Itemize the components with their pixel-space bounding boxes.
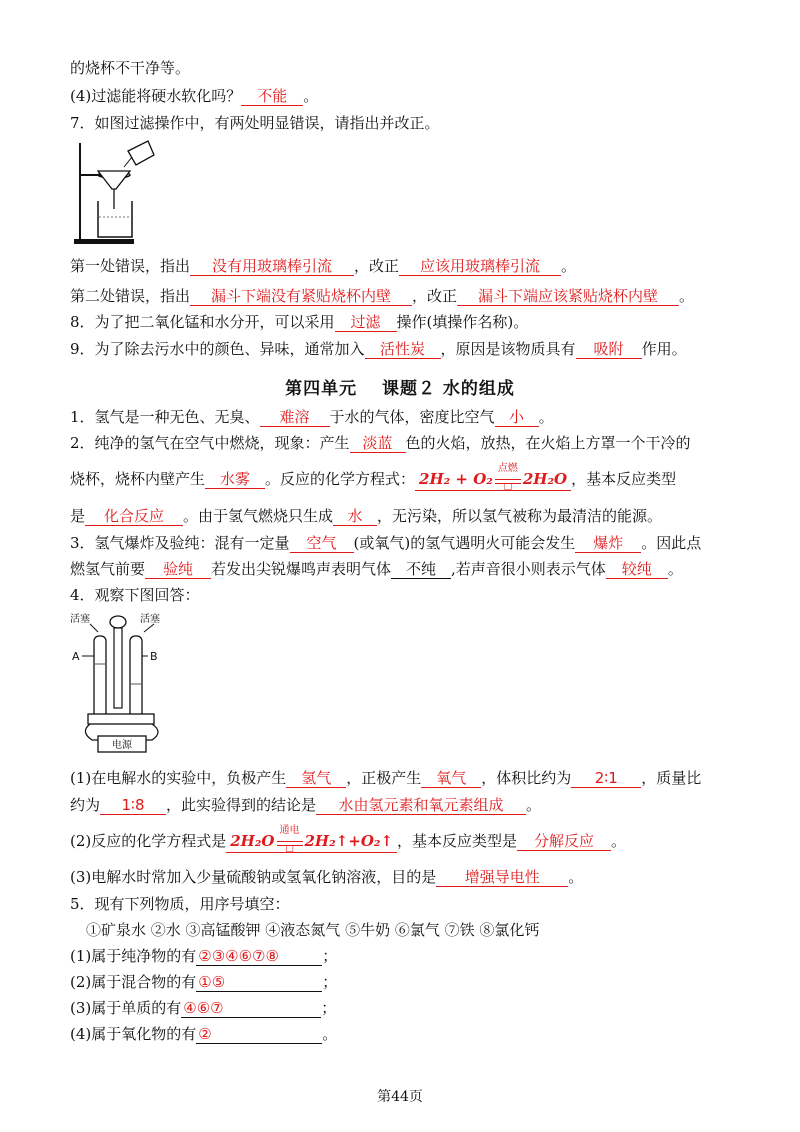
answer-blank: 漏斗下端没有紧贴烧杯内壁 [190,287,412,306]
question-text: 5．现有下列物质，用序号填空： [70,895,290,913]
question-text: 是 [70,507,86,525]
answer-blank: 吸附 [576,340,642,359]
answer-blank: 化合反应 [85,507,183,526]
answer-blank: 应该用玻璃棒引流 [399,257,561,276]
s-question-3-line-1 [70,532,760,554]
answer-blank: 氢气 [286,769,346,788]
question-text: ,若声音很小则表示气体 [451,560,606,578]
punct: ； [322,973,338,991]
s5-q4-line [70,1023,760,1045]
question-text: ，质量比 [641,769,702,787]
center-tube [114,628,122,708]
label-text: ，改正 [412,287,458,305]
tube-a [94,636,106,718]
tube-a-label: A [72,650,80,663]
question-text: 7．如图过滤操作中，有两处明显错误，请指出并改正。 [70,114,440,132]
answer-blank: 验纯 [145,560,211,579]
question-text: (4)属于氧化物的有 [70,1025,197,1043]
equation-arrow: 通电 □ [277,833,303,846]
equation-products: 2H₂↑+O₂↑ [304,832,394,850]
question-text: 于水的气体，密度比空气 [329,408,495,426]
question-text: (或氧气)的氢气遇明火可能会发生 [353,534,576,552]
equation-arrow: 点燃 □ [495,471,521,484]
question-text: 色的火焰，放热，在火焰上方罩一个干冷的 [405,434,691,452]
answer-blank: 爆炸 [575,534,641,553]
answer-blank: 不纯 [391,560,451,579]
punct: 。 [667,560,683,578]
question-text: 8．为了把二氧化锰和水分开，可以采用 [70,313,335,331]
question-text: ，原因是该物质具有 [440,340,576,358]
s-question-2-line-2 [70,463,760,492]
answer-blank: 分解反应 [517,832,611,851]
question-text: (2)属于混合物的有 [70,973,197,991]
answer-blank: 水由氢元素和氧元素组成 [316,796,526,815]
punct: 。 [568,868,584,886]
answer-blank: 氧气 [421,769,481,788]
stand-base [74,239,134,244]
pouring-beaker [124,141,154,167]
punct: 。 [303,87,319,105]
text-line [70,57,760,79]
label-text: 第二处错误，指出 [70,287,191,305]
answer-blank: 活性炭 [365,340,441,359]
question-7-line [70,112,760,134]
answer-blank: 2∶1 [571,769,641,788]
question-text: ，无污染，所以氢气被称为最清洁的能源。 [377,507,663,525]
punct: 。 [679,287,695,305]
s5-q2-line [70,971,760,993]
equation-reactants: 2H₂ + O₂ [419,470,493,488]
question-text: 。反应的化学方程式： [265,470,416,488]
answer-blank: 空气 [290,534,354,553]
s5-question-line [70,893,760,915]
answer-blank: 没有用玻璃棒引流 [190,257,354,276]
electrolysis-apparatus-figure [68,608,178,758]
stopcock-label-right: 活塞 [140,614,160,625]
answer-blank: 过滤 [335,313,397,332]
answer-blank: 漏斗下端应该紧贴烧杯内壁 [457,287,679,306]
punct: ； [322,947,338,965]
question-4-line [70,85,760,107]
s-question-3-line-2 [70,558,760,580]
page-number: 第44页 [377,1089,423,1105]
s4-q1-line-2 [70,794,760,816]
s-question-1-line [70,406,760,428]
punct: 。 [538,408,554,426]
punct: 。 [611,832,627,850]
filtration-apparatus-figure [70,137,160,245]
answer-blank: 小 [495,408,539,427]
stopcock-label-left: 活塞 [70,614,90,625]
answer-blank: 1∶8 [100,796,166,815]
question-text: 9．为了除去污水中的颜色、异味，通常加入 [70,340,365,358]
base-connector [88,714,154,724]
question-text: (2)反应的化学方程式是 [70,832,227,850]
tube-b-label: B [150,650,158,663]
answer-blank: ①⑤ [196,973,322,992]
answer-blank: 难溶 [260,408,330,427]
beaker [98,201,132,237]
answer-blank: ② [196,1025,322,1044]
s4-q3-line [70,866,760,888]
punct: ； [321,999,337,1017]
question-text: 约为 [70,796,101,814]
answer-blank: 淡蓝 [350,434,406,453]
question-text: (1)属于纯净物的有 [70,947,197,965]
s5-substance-list [86,919,760,941]
question-text: 燃氢气前要 [70,560,146,578]
question-text: 操作(填操作名称)。 [396,313,529,331]
punct: 。 [526,796,542,814]
answer-blank: ④⑥⑦ [181,999,321,1018]
punct: 。 [322,1025,338,1043]
question-text: ，体积比约为 [481,769,572,787]
punct: 。 [561,257,577,275]
question-text: (3)属于单质的有 [70,999,182,1017]
error-1-line [70,255,760,277]
s4-q2-line [70,825,760,854]
question-8-line [70,311,760,333]
s5-q3-line [70,997,760,1019]
answer-blank: 较纯 [606,560,668,579]
s-question-2-line-1 [70,432,760,454]
answer-blank: 水雾 [205,470,265,489]
question-text: 2．纯净的氢气在空气中燃烧，现象：产生 [70,434,350,452]
question-text: ，正极产生 [346,769,422,787]
equation-condition: 点燃 [497,463,518,474]
question-text: (4)过滤能将硬水软化吗？ [70,87,242,105]
equation-reactants: 2H₂O [230,832,275,850]
tube-b [130,636,142,718]
s-question-4-line [70,584,760,606]
equation-products: 2H₂O [522,470,568,488]
funnel [98,171,130,189]
question-text: ，基本反应类型 [571,470,677,488]
paragraph-text: 的烧杯不干净等。 [70,59,191,77]
question-text: 若发出尖锐爆鸣声表明气体 [211,560,392,578]
question-text: (3)电解水时常加入少量硫酸钠或氢氧化钠溶液，目的是 [70,868,437,886]
question-text: 4．观察下图回答： [70,586,200,604]
answer-blank: ②③④⑥⑦⑧ [196,947,322,966]
question-9-line [70,338,760,360]
water-electrolysis-equation [226,825,397,854]
answer-blank: 水 [333,507,377,526]
s-question-2-line-3 [70,505,760,527]
question-text: 烧杯，烧杯内壁产生 [70,470,206,488]
power-supply-label: 电源 [112,740,132,751]
hydrogen-combustion-equation [415,463,571,492]
answer-blank: 不能 [241,87,303,106]
question-text: 。因此点 [641,534,702,552]
s4-q1-line-1 [70,767,760,789]
question-text: 3．氢气爆炸及验纯：混有一定量 [70,534,290,552]
error-2-line [70,285,760,307]
question-text: ，基本反应类型是 [397,832,518,850]
question-text: 1．氢气是一种无色、无臭、 [70,408,260,426]
label-text: 第一处错误，指出 [70,257,191,275]
s5-q1-line [70,945,760,967]
label-text: ，改正 [354,257,400,275]
question-text: ，此实验得到的结论是 [166,796,317,814]
section-title: 第四单元 课题２ 水的组成 [285,379,515,399]
question-text: 。由于氢气燃烧只生成 [183,507,334,525]
equation-condition: 通电 [279,825,300,836]
reservoir-bulb [110,616,126,628]
question-text: (1)在电解水的实验中，负极产生 [70,769,287,787]
answer-blank: 增强导电性 [436,868,568,887]
question-text: 作用。 [641,340,687,358]
substance-list-text: ①矿泉水 ②水 ③高锰酸钾 ④液态氮气 ⑤牛奶 ⑥氯气 ⑦铁 ⑧氯化钙 [86,921,540,939]
